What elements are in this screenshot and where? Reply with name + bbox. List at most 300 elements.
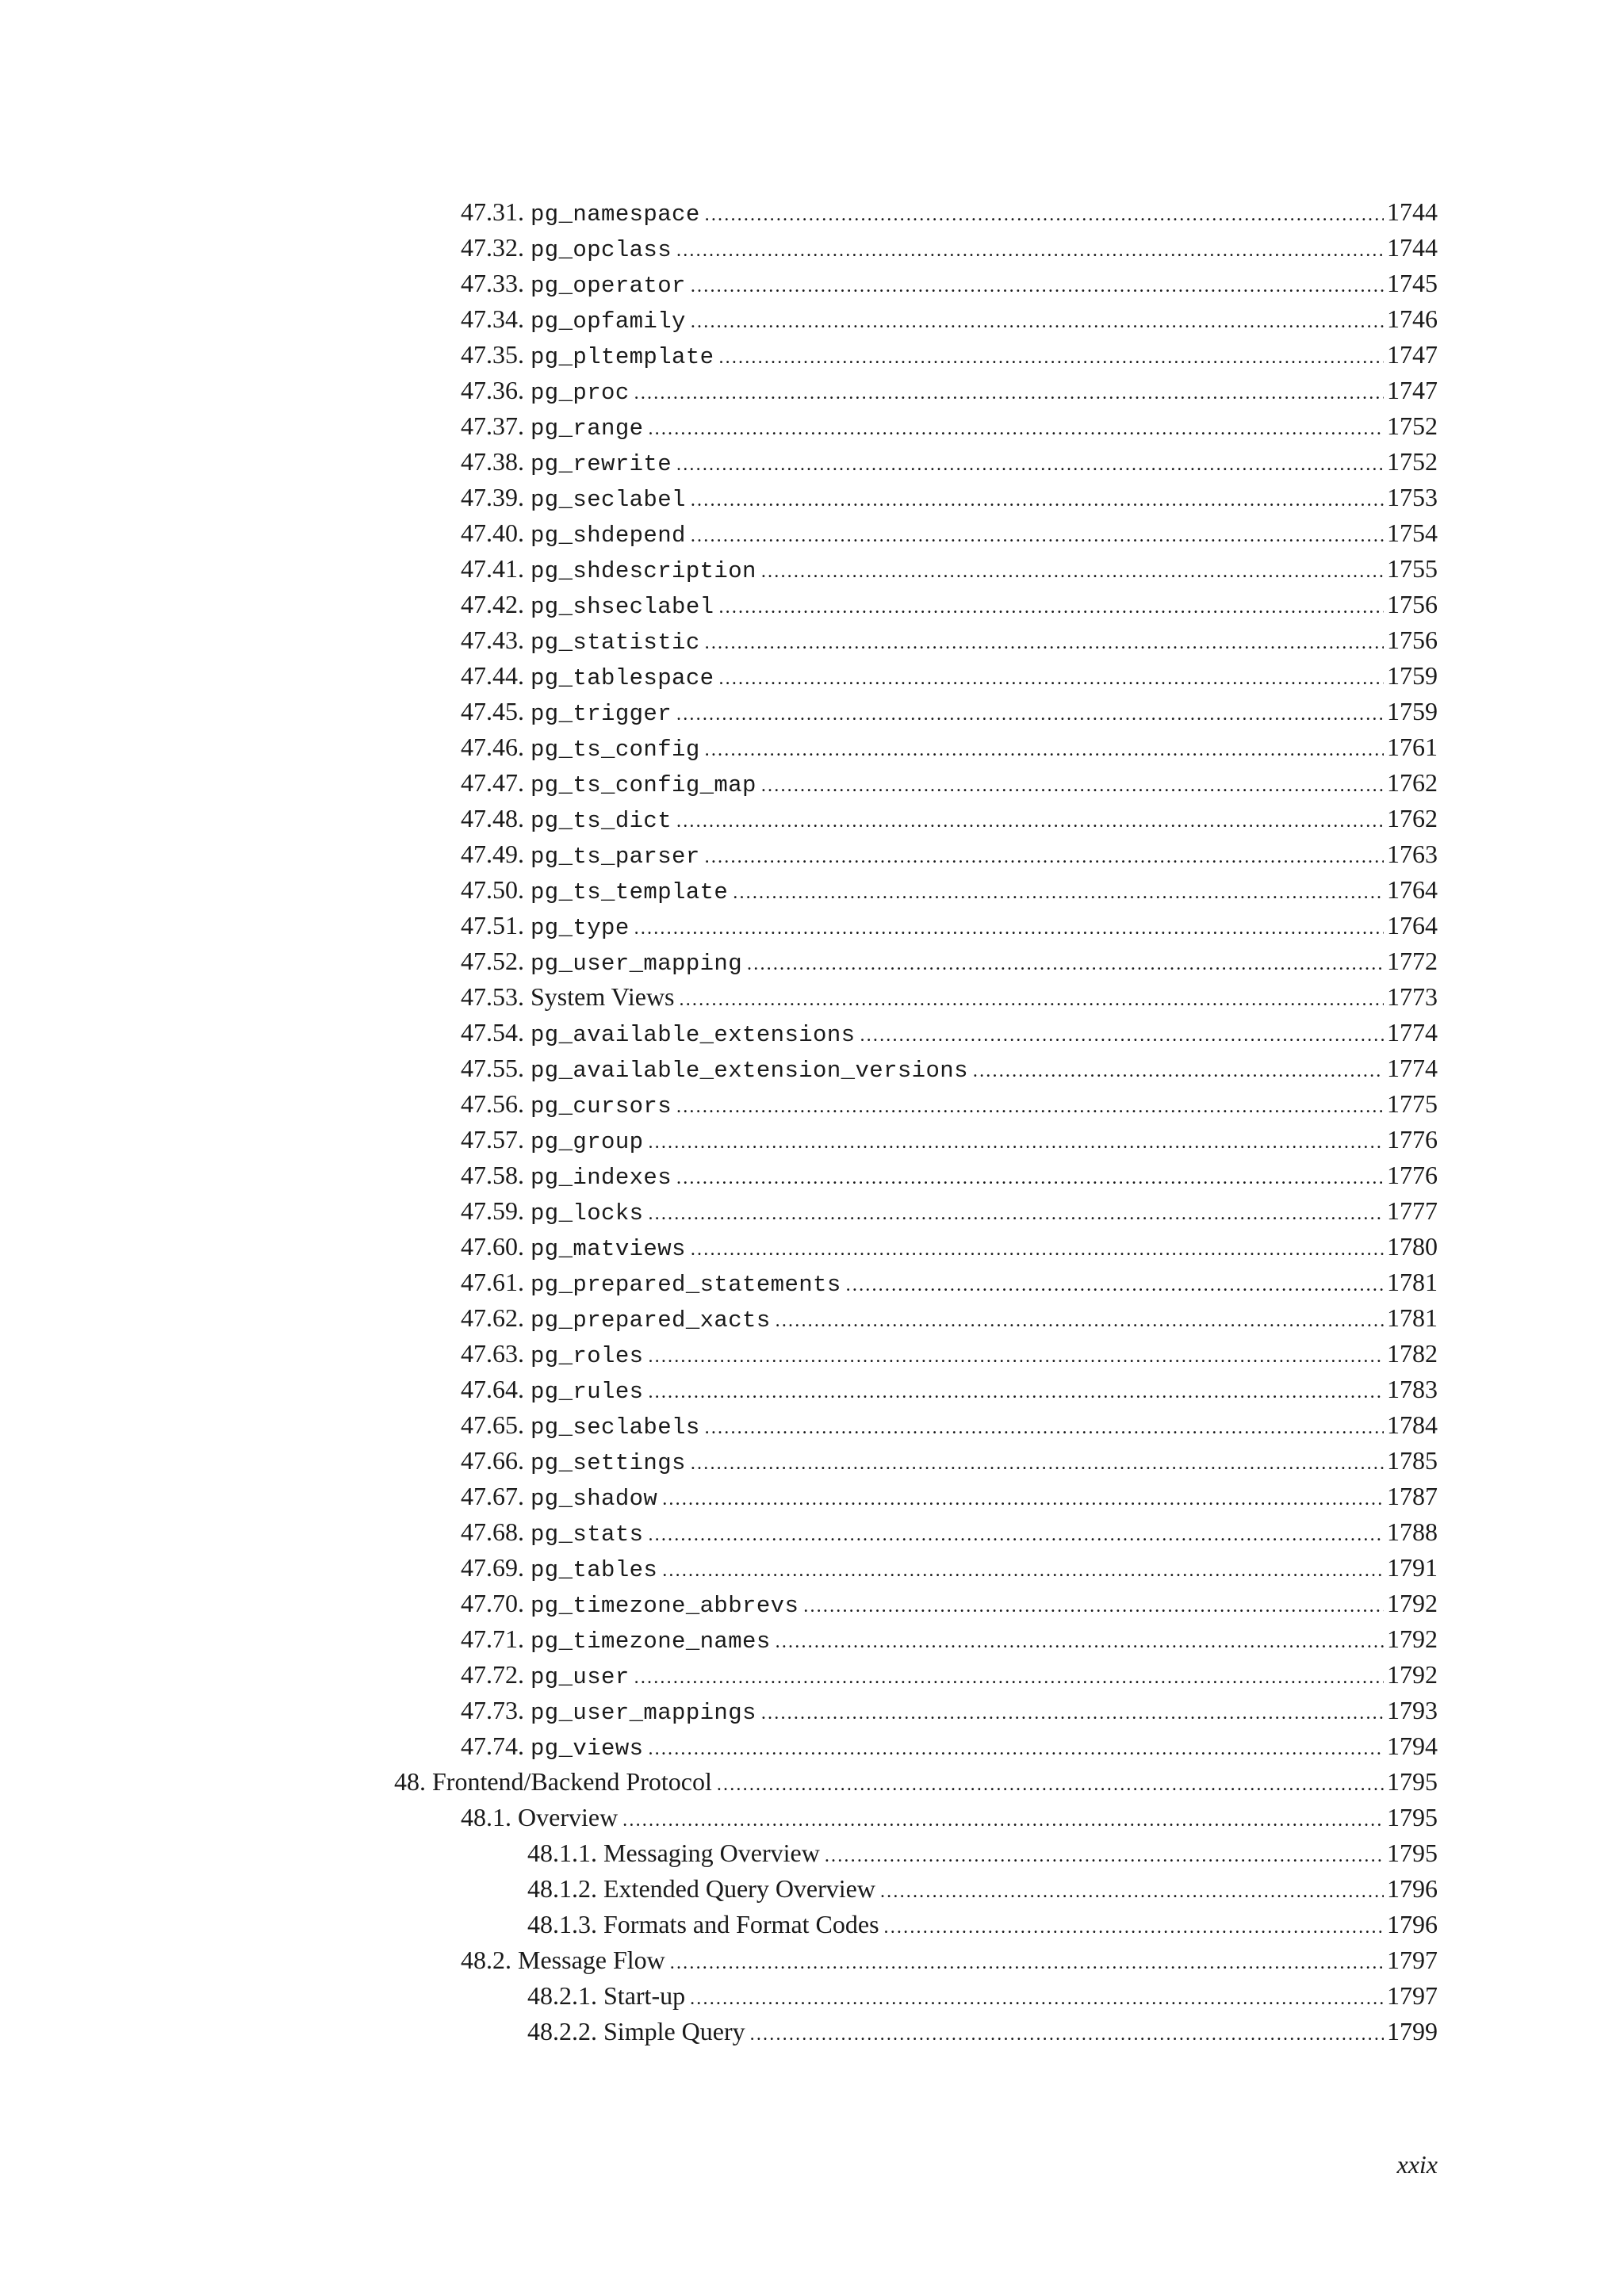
- toc-entry-page: 1783: [1387, 1375, 1438, 1403]
- toc-entry[interactable]: [0, 337, 1624, 373]
- toc-entry-title: pg_prepared_xacts: [530, 1307, 771, 1334]
- dot-leader: [622, 1803, 1384, 1839]
- toc-entry-number: 47.53.: [461, 982, 524, 1011]
- toc-entry-number: 47.39.: [461, 483, 524, 511]
- dot-leader: [705, 1410, 1384, 1446]
- toc-entry-title: pg_rewrite: [530, 451, 672, 477]
- toc-entry-page: 1759: [1387, 697, 1438, 725]
- toc-entry[interactable]: [0, 1443, 1624, 1479]
- dot-leader: [880, 1874, 1384, 1910]
- toc-entry[interactable]: [0, 1336, 1624, 1372]
- toc-entry-number: 48.1.3.: [527, 1910, 597, 1938]
- toc-entry-number: 47.45.: [461, 697, 524, 725]
- toc-entry-number: 47.47.: [461, 768, 524, 797]
- toc-entry-number: 47.64.: [461, 1375, 524, 1403]
- toc-entry-spacer: [524, 1086, 530, 1122]
- toc-entry-page: 1782: [1387, 1339, 1438, 1368]
- toc-entry-spacer: [524, 1514, 530, 1550]
- toc-entry-spacer: [524, 1229, 530, 1265]
- toc-entry-number: 47.41.: [461, 554, 524, 583]
- toc-entry[interactable]: [0, 1728, 1624, 1764]
- toc-entry-page: 1781: [1387, 1303, 1438, 1332]
- toc-entry-spacer: [524, 801, 530, 836]
- dot-leader: [691, 304, 1384, 340]
- toc-entry-title: pg_opfamily: [530, 308, 686, 335]
- toc-entry-spacer: [524, 301, 530, 337]
- toc-entry-title: pg_ts_dict: [530, 808, 672, 834]
- dot-leader: [761, 768, 1384, 804]
- dot-leader: [705, 840, 1384, 875]
- dot-leader: [691, 1232, 1384, 1268]
- toc-entry-page: 1793: [1387, 1696, 1438, 1724]
- toc-entry-title: Message Flow: [518, 1946, 665, 1974]
- toc-entry-number: 47.63.: [461, 1339, 524, 1368]
- toc-entry-title: pg_user_mapping: [530, 951, 743, 977]
- toc-entry-number: 47.67.: [461, 1482, 524, 1510]
- toc-entry-spacer: [524, 1443, 530, 1479]
- toc-entry-spacer: [524, 1122, 530, 1158]
- toc-entry-spacer: [524, 836, 530, 872]
- toc-entry-number: 47.55.: [461, 1054, 524, 1082]
- toc-entry-number: 47.32.: [461, 233, 524, 262]
- dot-leader: [648, 1339, 1384, 1375]
- toc-entry[interactable]: [0, 979, 1624, 1015]
- toc-entry-title: pg_cursors: [530, 1093, 672, 1119]
- toc-entry-spacer: [426, 1764, 432, 1800]
- toc-entry-spacer: [524, 694, 530, 729]
- toc-entry-number: 47.71.: [461, 1624, 524, 1653]
- toc-entry-spacer: [524, 729, 530, 765]
- toc-entry-title: pg_pltemplate: [530, 344, 714, 370]
- dot-leader: [676, 1089, 1384, 1125]
- toc-entry-spacer: [524, 622, 530, 658]
- toc-entry[interactable]: [0, 1086, 1624, 1122]
- toc-entry[interactable]: [0, 480, 1624, 515]
- toc-entry-number: 47.42.: [461, 590, 524, 618]
- toc-entry-page: 1796: [1387, 1910, 1438, 1938]
- toc-entry-number: 47.33.: [461, 269, 524, 297]
- toc-entry-page: 1794: [1387, 1732, 1438, 1760]
- toc-entry[interactable]: [0, 1229, 1624, 1265]
- toc-entry-number: 47.66.: [461, 1446, 524, 1475]
- toc-entry-title: pg_ts_template: [530, 879, 729, 905]
- toc-entry-number: 47.37.: [461, 411, 524, 440]
- toc-entry[interactable]: [0, 551, 1624, 587]
- toc-entry[interactable]: [0, 658, 1624, 694]
- toc-entry-number: 47.72.: [461, 1660, 524, 1689]
- toc-entry-page: 1764: [1387, 911, 1438, 939]
- toc-entry-title: pg_available_extensions: [530, 1022, 856, 1048]
- toc-entry-spacer: [524, 1015, 530, 1050]
- toc-entry-spacer: [524, 1265, 530, 1300]
- page-number: xxix: [1396, 2150, 1438, 2179]
- dot-leader: [648, 411, 1384, 447]
- toc-entry-number: 47.40.: [461, 519, 524, 547]
- toc-entry-number: 47.70.: [461, 1589, 524, 1617]
- toc-entry-number: 47.44.: [461, 661, 524, 690]
- toc-entry-number: 47.31.: [461, 197, 524, 226]
- toc-entry-spacer: [524, 1693, 530, 1728]
- toc-entry[interactable]: [0, 1479, 1624, 1514]
- toc-entry[interactable]: [0, 1407, 1624, 1443]
- toc-entry-spacer: [524, 444, 530, 480]
- toc-entry-page: 1745: [1387, 269, 1438, 297]
- toc-entry[interactable]: [0, 801, 1624, 836]
- toc-entry-page: 1799: [1387, 2017, 1438, 2045]
- toc-entry-page: 1788: [1387, 1517, 1438, 1546]
- toc-entry-page: 1776: [1387, 1125, 1438, 1154]
- dot-leader: [973, 1054, 1384, 1089]
- toc-entry-number: 48.1.2.: [527, 1874, 597, 1903]
- dot-leader: [676, 804, 1384, 840]
- toc-entry-spacer: [597, 1871, 603, 1907]
- toc-entry-title: pg_matviews: [530, 1236, 686, 1262]
- toc-entry-number: 47.65.: [461, 1410, 524, 1439]
- toc-entry-number: 47.52.: [461, 947, 524, 975]
- toc-entry-spacer: [597, 1978, 603, 2014]
- toc-entry-title: Overview: [518, 1803, 619, 1831]
- toc-entry-title: pg_user_mappings: [530, 1700, 756, 1726]
- toc-entry-page: 1746: [1387, 304, 1438, 333]
- toc-entry-spacer: [524, 1728, 530, 1764]
- toc-entry[interactable]: [0, 1372, 1624, 1407]
- toc-entry-page: 1744: [1387, 233, 1438, 262]
- toc-entry-title: pg_proc: [530, 380, 630, 406]
- toc-entry-page: 1774: [1387, 1054, 1438, 1082]
- toc-entry-page: 1785: [1387, 1446, 1438, 1475]
- dot-leader: [648, 1732, 1384, 1767]
- toc-entry-page: 1792: [1387, 1589, 1438, 1617]
- toc-entry[interactable]: [0, 729, 1624, 765]
- toc-entry-page: 1756: [1387, 626, 1438, 654]
- toc-entry-title: pg_group: [530, 1129, 644, 1155]
- toc-entry-spacer: [597, 1907, 603, 1942]
- dot-leader: [676, 447, 1384, 483]
- toc-entry[interactable]: [0, 1158, 1624, 1193]
- toc-entry[interactable]: [0, 908, 1624, 943]
- toc-entry[interactable]: [0, 1800, 1624, 1835]
- toc-entry-spacer: [524, 979, 530, 1015]
- toc-entry-number: 48.: [394, 1767, 426, 1796]
- dot-leader: [676, 697, 1384, 733]
- toc-entry[interactable]: [0, 1586, 1624, 1621]
- toc-entry-title: pg_timezone_abbrevs: [530, 1593, 799, 1619]
- dot-leader: [691, 1446, 1384, 1482]
- toc-entry[interactable]: [0, 230, 1624, 266]
- toc-entry-number: 48.2.1.: [527, 1981, 597, 2010]
- toc-entry-number: 47.74.: [461, 1732, 524, 1760]
- toc-entry-title: System Views: [530, 982, 675, 1011]
- toc-entry-page: 1772: [1387, 947, 1438, 975]
- toc-entry-spacer: [597, 2014, 603, 2049]
- toc-entry-title: pg_shdepend: [530, 522, 686, 549]
- toc-entry-number: 47.62.: [461, 1303, 524, 1332]
- toc-entry-title: pg_roles: [530, 1343, 644, 1369]
- toc-entry-page: 1791: [1387, 1553, 1438, 1582]
- toc-entry-number: 47.60.: [461, 1232, 524, 1261]
- toc-entry-spacer: [524, 1550, 530, 1586]
- toc-entry-page: 1795: [1387, 1839, 1438, 1867]
- dot-leader: [761, 554, 1384, 590]
- toc-entry-spacer: [524, 765, 530, 801]
- toc-entry-title: Extended Query Overview: [603, 1874, 875, 1903]
- toc-entry-spacer: [524, 872, 530, 908]
- toc-entry-number: 47.51.: [461, 911, 524, 939]
- toc-entry-title: pg_stats: [530, 1521, 644, 1548]
- toc-entry-spacer: [511, 1800, 518, 1835]
- toc-entry-spacer: [524, 1336, 530, 1372]
- toc-entry[interactable]: [0, 836, 1624, 872]
- toc-entry-title: pg_views: [530, 1735, 644, 1762]
- toc-entry-number: 47.56.: [461, 1089, 524, 1118]
- toc-entry-number: 47.61.: [461, 1268, 524, 1296]
- toc-entry-page: 1744: [1387, 197, 1438, 226]
- toc-entry[interactable]: [0, 1764, 1624, 1800]
- dot-leader: [747, 947, 1384, 982]
- toc-entry-number: 47.49.: [461, 840, 524, 868]
- toc-entry[interactable]: [0, 1621, 1624, 1657]
- toc-entry[interactable]: [0, 1193, 1624, 1229]
- toc-entry-title: pg_operator: [530, 273, 686, 299]
- toc-entry-page: 1773: [1387, 982, 1438, 1011]
- toc-entry-number: 47.48.: [461, 804, 524, 832]
- toc-entry-page: 1774: [1387, 1018, 1438, 1047]
- toc-entry[interactable]: [0, 1693, 1624, 1728]
- toc-entry-spacer: [524, 515, 530, 551]
- toc-entry-title: Formats and Format Codes: [603, 1910, 879, 1938]
- toc-entry[interactable]: [0, 1015, 1624, 1050]
- dot-leader: [705, 626, 1384, 661]
- toc-entry-title: pg_ts_parser: [530, 844, 700, 870]
- toc-entry[interactable]: [0, 1835, 1624, 1871]
- dot-leader: [680, 982, 1385, 1018]
- toc-entry-title: pg_statistic: [530, 629, 700, 656]
- toc-entry-number: 47.68.: [461, 1517, 524, 1546]
- toc-entry-number: 47.46.: [461, 733, 524, 761]
- toc-entry[interactable]: [0, 373, 1624, 408]
- toc-entry-spacer: [597, 1835, 603, 1871]
- toc-entry-page: 1761: [1387, 733, 1438, 761]
- toc-entry-spacer: [524, 1158, 530, 1193]
- toc-entry-spacer: [524, 373, 530, 408]
- table-of-contents: [0, 194, 1624, 2049]
- toc-entry[interactable]: [0, 1978, 1624, 2014]
- toc-entry[interactable]: [0, 1942, 1624, 1978]
- toc-entry-page: 1780: [1387, 1232, 1438, 1261]
- dot-leader: [634, 1660, 1384, 1696]
- toc-entry[interactable]: [0, 1550, 1624, 1586]
- toc-entry-page: 1752: [1387, 411, 1438, 440]
- toc-entry[interactable]: [0, 765, 1624, 801]
- toc-entry-page: 1792: [1387, 1660, 1438, 1689]
- toc-entry-page: 1781: [1387, 1268, 1438, 1296]
- toc-entry-page: 1764: [1387, 875, 1438, 904]
- toc-entry[interactable]: [0, 1050, 1624, 1086]
- toc-entry[interactable]: [0, 2014, 1624, 2049]
- dot-leader: [648, 1125, 1384, 1161]
- toc-entry-page: 1775: [1387, 1089, 1438, 1118]
- toc-entry-title: pg_ts_config_map: [530, 772, 756, 798]
- toc-entry-spacer: [524, 551, 530, 587]
- toc-entry[interactable]: [0, 1300, 1624, 1336]
- dot-leader: [717, 1767, 1384, 1803]
- toc-entry-page: 1762: [1387, 768, 1438, 797]
- dot-leader: [676, 233, 1384, 269]
- dot-leader: [634, 376, 1384, 411]
- toc-entry-spacer: [524, 1193, 530, 1229]
- toc-entry-page: 1747: [1387, 376, 1438, 404]
- toc-entry-page: 1753: [1387, 483, 1438, 511]
- toc-entry-number: 47.38.: [461, 447, 524, 476]
- toc-entry-title: pg_indexes: [530, 1165, 672, 1191]
- dot-leader: [648, 1517, 1384, 1553]
- toc-entry-page: 1777: [1387, 1196, 1438, 1225]
- toc-entry-page: 1784: [1387, 1410, 1438, 1439]
- dot-leader: [634, 911, 1384, 947]
- dot-leader: [691, 269, 1384, 304]
- toc-entry-title: pg_seclabel: [530, 487, 686, 513]
- toc-entry-spacer: [524, 230, 530, 266]
- toc-entry-spacer: [524, 194, 530, 230]
- toc-entry-title: Messaging Overview: [603, 1839, 820, 1867]
- toc-entry-title: pg_available_extension_versions: [530, 1058, 968, 1084]
- toc-entry-title: pg_user: [530, 1664, 630, 1690]
- dot-leader: [776, 1624, 1384, 1660]
- toc-entry-spacer: [524, 1586, 530, 1621]
- dot-leader: [705, 197, 1384, 233]
- toc-entry-spacer: [524, 480, 530, 515]
- dot-leader: [884, 1910, 1384, 1946]
- toc-entry-number: 47.69.: [461, 1553, 524, 1582]
- toc-entry-number: 47.59.: [461, 1196, 524, 1225]
- toc-entry-number: 47.50.: [461, 875, 524, 904]
- toc-entry-number: 47.34.: [461, 304, 524, 333]
- toc-entry[interactable]: [0, 1514, 1624, 1550]
- toc-entry-title: pg_shadow: [530, 1486, 658, 1512]
- toc-entry-page: 1752: [1387, 447, 1438, 476]
- toc-entry-page: 1797: [1387, 1981, 1438, 2010]
- toc-entry-title: pg_ts_config: [530, 737, 700, 763]
- toc-entry-page: 1755: [1387, 554, 1438, 583]
- toc-entry-spacer: [524, 658, 530, 694]
- toc-entry[interactable]: [0, 266, 1624, 301]
- toc-entry[interactable]: [0, 515, 1624, 551]
- dot-leader: [750, 2017, 1384, 2053]
- toc-entry-page: 1795: [1387, 1767, 1438, 1796]
- toc-entry[interactable]: [0, 1871, 1624, 1907]
- toc-entry-number: 47.54.: [461, 1018, 524, 1047]
- toc-entry-number: 47.43.: [461, 626, 524, 654]
- toc-entry-spacer: [524, 1050, 530, 1086]
- toc-entry-number: 47.35.: [461, 340, 524, 369]
- toc-entry-number: 47.36.: [461, 376, 524, 404]
- toc-entry-spacer: [524, 1300, 530, 1336]
- toc-entry[interactable]: [0, 301, 1624, 337]
- toc-entry-spacer: [524, 908, 530, 943]
- dot-leader: [648, 1375, 1384, 1410]
- toc-entry-title: pg_timezone_names: [530, 1628, 771, 1655]
- toc-entry[interactable]: [0, 1122, 1624, 1158]
- toc-entry-title: pg_namespace: [530, 201, 700, 228]
- toc-entry-title: pg_range: [530, 415, 644, 442]
- toc-entry-title: pg_locks: [530, 1200, 644, 1226]
- toc-entry-page: 1754: [1387, 519, 1438, 547]
- toc-entry-number: 47.73.: [461, 1696, 524, 1724]
- toc-entry-page: 1762: [1387, 804, 1438, 832]
- toc-entry-title: pg_type: [530, 915, 630, 941]
- toc-entry-title: pg_settings: [530, 1450, 686, 1476]
- toc-entry-spacer: [524, 1657, 530, 1693]
- dot-leader: [718, 340, 1384, 376]
- toc-entry-title: pg_seclabels: [530, 1414, 700, 1441]
- toc-entry[interactable]: [0, 1657, 1624, 1693]
- dot-leader: [690, 1981, 1384, 2017]
- dot-leader: [676, 1161, 1384, 1196]
- toc-entry-title: pg_prepared_statements: [530, 1272, 841, 1298]
- toc-entry[interactable]: [0, 408, 1624, 444]
- dot-leader: [718, 661, 1384, 697]
- dot-leader: [803, 1589, 1384, 1624]
- toc-entry-spacer: [511, 1942, 518, 1978]
- dot-leader: [776, 1303, 1384, 1339]
- toc-entry-title: pg_shseclabel: [530, 594, 714, 620]
- toc-entry[interactable]: [0, 872, 1624, 908]
- toc-entry[interactable]: [0, 694, 1624, 729]
- toc-entry-spacer: [524, 266, 530, 301]
- dot-leader: [691, 483, 1384, 519]
- toc-entry-title: Simple Query: [603, 2017, 745, 2045]
- toc-entry[interactable]: [0, 587, 1624, 622]
- dot-leader: [705, 733, 1384, 768]
- toc-entry-spacer: [524, 337, 530, 373]
- toc-entry[interactable]: [0, 444, 1624, 480]
- toc-entry-number: 48.2.2.: [527, 2017, 597, 2045]
- toc-entry-page: 1787: [1387, 1482, 1438, 1510]
- toc-entry-page: 1795: [1387, 1803, 1438, 1831]
- dot-leader: [662, 1553, 1384, 1589]
- toc-entry[interactable]: [0, 194, 1624, 230]
- toc-entry-number: 47.58.: [461, 1161, 524, 1189]
- dot-leader: [670, 1946, 1384, 1981]
- toc-entry-title: pg_trigger: [530, 701, 672, 727]
- toc-entry[interactable]: [0, 1265, 1624, 1300]
- toc-entry-page: 1759: [1387, 661, 1438, 690]
- dot-leader: [860, 1018, 1384, 1054]
- toc-entry-page: 1763: [1387, 840, 1438, 868]
- toc-entry[interactable]: [0, 622, 1624, 658]
- dot-leader: [825, 1839, 1384, 1874]
- toc-entry-spacer: [524, 1621, 530, 1657]
- toc-entry-spacer: [524, 1372, 530, 1407]
- toc-entry-page: 1756: [1387, 590, 1438, 618]
- toc-entry[interactable]: [0, 943, 1624, 979]
- dot-leader: [718, 590, 1384, 626]
- dot-leader: [846, 1268, 1384, 1303]
- toc-entry-number: 48.1.: [461, 1803, 511, 1831]
- toc-entry-spacer: [524, 408, 530, 444]
- dot-leader: [691, 519, 1384, 554]
- toc-entry-number: 47.57.: [461, 1125, 524, 1154]
- toc-entry-page: 1747: [1387, 340, 1438, 369]
- toc-entry-title: pg_shdescription: [530, 558, 756, 584]
- dot-leader: [662, 1482, 1384, 1517]
- toc-entry-spacer: [524, 1479, 530, 1514]
- toc-entry[interactable]: [0, 1907, 1624, 1942]
- toc-entry-spacer: [524, 1407, 530, 1443]
- toc-entry-title: Frontend/Backend Protocol: [432, 1767, 712, 1796]
- dot-leader: [761, 1696, 1384, 1732]
- toc-entry-page: 1797: [1387, 1946, 1438, 1974]
